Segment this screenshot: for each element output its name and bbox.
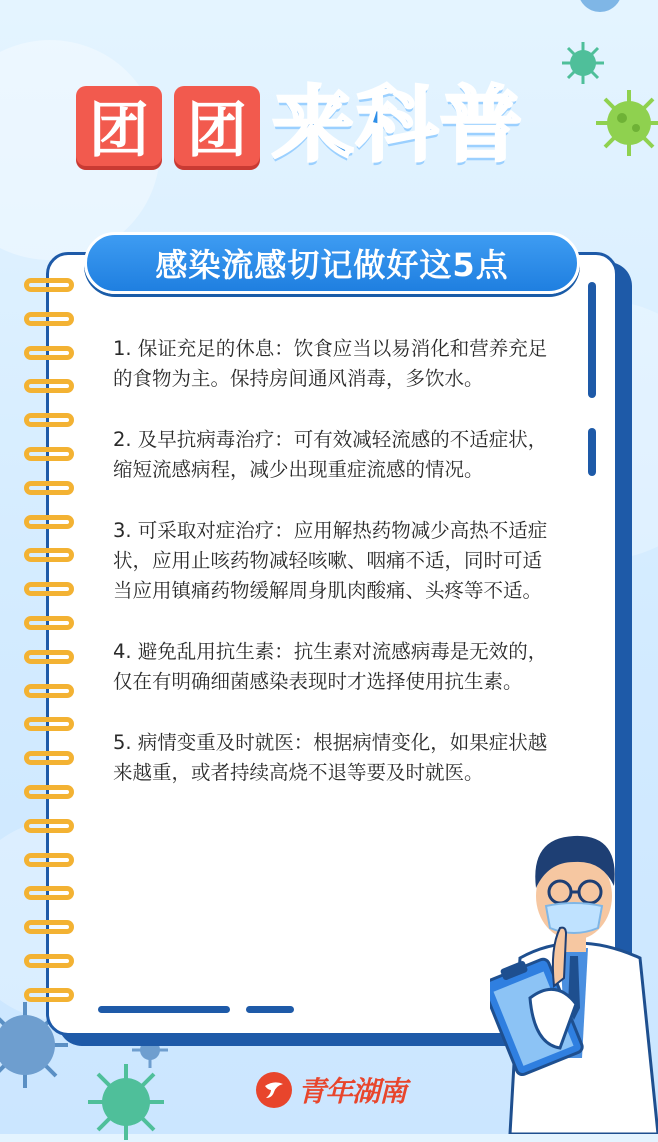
spiral-ring [24,346,74,360]
tip-item: 3. 可采取对症治疗：应用解热药物减少高热不适症状，应用止咳药物减轻咳嗽、咽痛不适，同时可适当应用镇痛药物缓解周身肌肉酸痛、头疼等不适。 [113,519,548,602]
title-box-2: 团 [174,86,260,166]
spiral-ring [24,886,74,900]
tip-item: 4. 避免乱用抗生素：抗生素对流感病毒是无效的，仅在有明确细菌感染表现时才选择使用抗生素。 [113,640,548,693]
spiral-ring [24,515,74,529]
spiral-ring [24,481,74,495]
spiral-ring [24,379,74,393]
page-title: 来科普 [272,78,525,173]
spiral-ring [24,312,74,326]
spiral-ring [24,548,74,562]
logo-text: 青年湖南 [298,1075,407,1108]
page-decoration-bar [246,1006,294,1013]
spiral-ring [24,582,74,596]
spiral-ring [24,988,74,1002]
virus-icon [594,88,658,158]
doctor-illustration [490,808,658,1134]
spiral-ring [24,717,74,731]
spiral-ring [24,920,74,934]
spiral-ring [24,751,74,765]
spiral-ring [24,616,74,630]
spiral-ring [24,447,74,461]
page-decoration-bar [98,1006,230,1013]
title-box-1: 团 [76,86,162,166]
spiral-ring [24,785,74,799]
spiral-ring [24,954,74,968]
virus-icon [86,1062,166,1142]
tip-item: 2. 及早抗病毒治疗：可有效减轻流感的不适症状，缩短流感病程，减少出现重症流感的情况。 [113,428,548,481]
tips-list [113,334,553,819]
spiral-ring [24,853,74,867]
brand-logo [256,1070,406,1110]
subtitle-text: 感染流感切记做好这5点 [155,246,509,284]
page-decoration-bar [588,428,596,476]
spiral-ring [24,278,74,292]
spiral-ring [24,650,74,664]
spiral-ring [24,684,74,698]
swallow-logo-icon [256,1072,292,1108]
subtitle-banner [84,232,580,294]
virus-icon [560,0,640,30]
spiral-ring [24,413,74,427]
spiral-ring [24,819,74,833]
tip-item: 5. 病情变重及时就医：根据病情变化，如果症状越来越重，或者持续高烧不退等要及时就医。 [113,731,548,784]
page-decoration-bar [588,282,596,398]
tip-item: 1. 保证充足的休息：饮食应当以易消化和营养充足的食物为主。保持房间通风消毒，多饮水。 [113,337,548,390]
